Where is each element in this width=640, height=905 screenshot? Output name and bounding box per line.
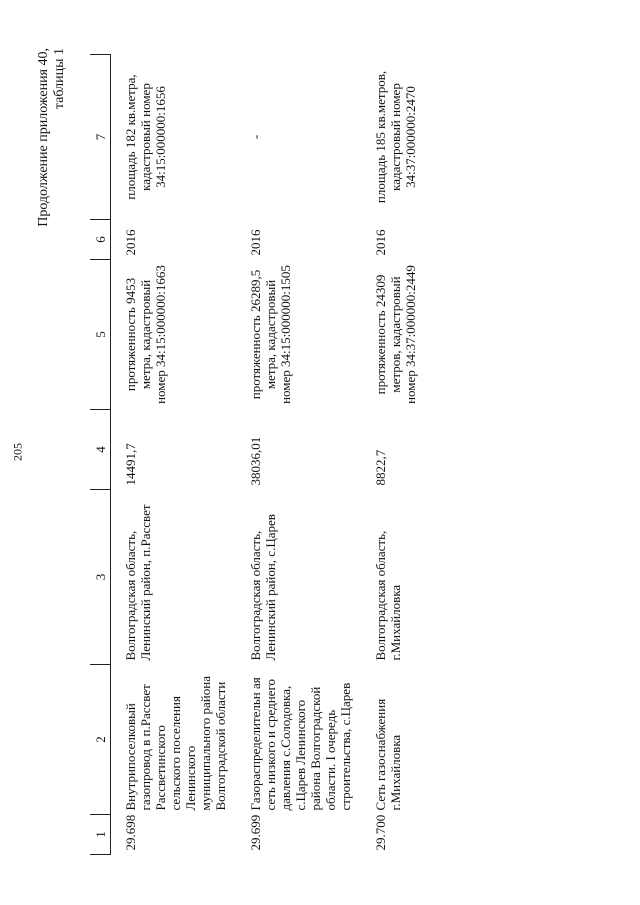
object-address: Волгоградская область, Ленинский район, с.Царев xyxy=(248,514,278,661)
object-area: площадь 185 кв.метров, кадастровый номер 34:37:000000:2470 xyxy=(373,70,418,204)
table-row xyxy=(365,55,430,855)
object-characteristics: протяженность 9453 метра, кадастровый номер 34:15:000000:1663 xyxy=(123,265,168,404)
object-year: 2016 xyxy=(373,229,388,256)
object-year: 2016 xyxy=(123,229,138,256)
column-header: 5 xyxy=(90,260,111,410)
continuation-note xyxy=(36,48,68,227)
column-header: 3 xyxy=(90,490,111,665)
continuation-line-1: Продолжение приложения 40, xyxy=(36,48,51,227)
object-value: 14491,7 xyxy=(123,443,138,486)
object-name: Внутрипоселковый газопровод в п.Рассвет Рассветинского сельского поселения Ленинского муниципального района Волгоградской области xyxy=(123,676,228,811)
column-header: 2 xyxy=(90,665,111,815)
object-characteristics: протяженность 26289,5 метра, кадастровый номер 34:15:000000:1505 xyxy=(248,265,293,404)
object-area: площадь 182 кв.метра, кадастровый номер 34:15:000000:1656 xyxy=(123,74,168,200)
row-number: 29.699 xyxy=(248,814,263,851)
continuation-line-2: таблицы 1 xyxy=(52,48,67,110)
object-address: Волгоградская область, г.Михайловка xyxy=(373,530,403,661)
object-value: 8822,7 xyxy=(373,449,388,486)
object-name: Сеть газоснабжения г.Михайловка xyxy=(373,698,403,811)
object-year: 2016 xyxy=(248,229,263,256)
object-address: Волгоградская область, Ленинский район, п.Рассвет xyxy=(123,504,153,661)
appendix-table xyxy=(90,54,430,855)
row-number: 29.700 xyxy=(373,814,388,851)
row-number: 29.698 xyxy=(123,814,138,851)
column-header: 7 xyxy=(90,55,111,220)
object-area: - xyxy=(248,134,263,140)
header-row xyxy=(90,55,111,855)
object-value: 38036,01 xyxy=(248,436,263,486)
page-number: 205 xyxy=(10,443,25,461)
object-name: Газораспределительн ая сеть низкого и среднего давления с.Солодовка, с.Царев Ленинского района Волгоградской области. I очередь строительства, с.Царев xyxy=(248,677,353,811)
column-header: 1 xyxy=(90,815,111,855)
table-row xyxy=(240,55,365,855)
column-header: 6 xyxy=(90,220,111,260)
object-characteristics: протяженность 24309 метров, кадастровый номер 34:37:000000:2449 xyxy=(373,265,418,404)
column-header: 4 xyxy=(90,410,111,490)
table-row xyxy=(111,55,241,855)
